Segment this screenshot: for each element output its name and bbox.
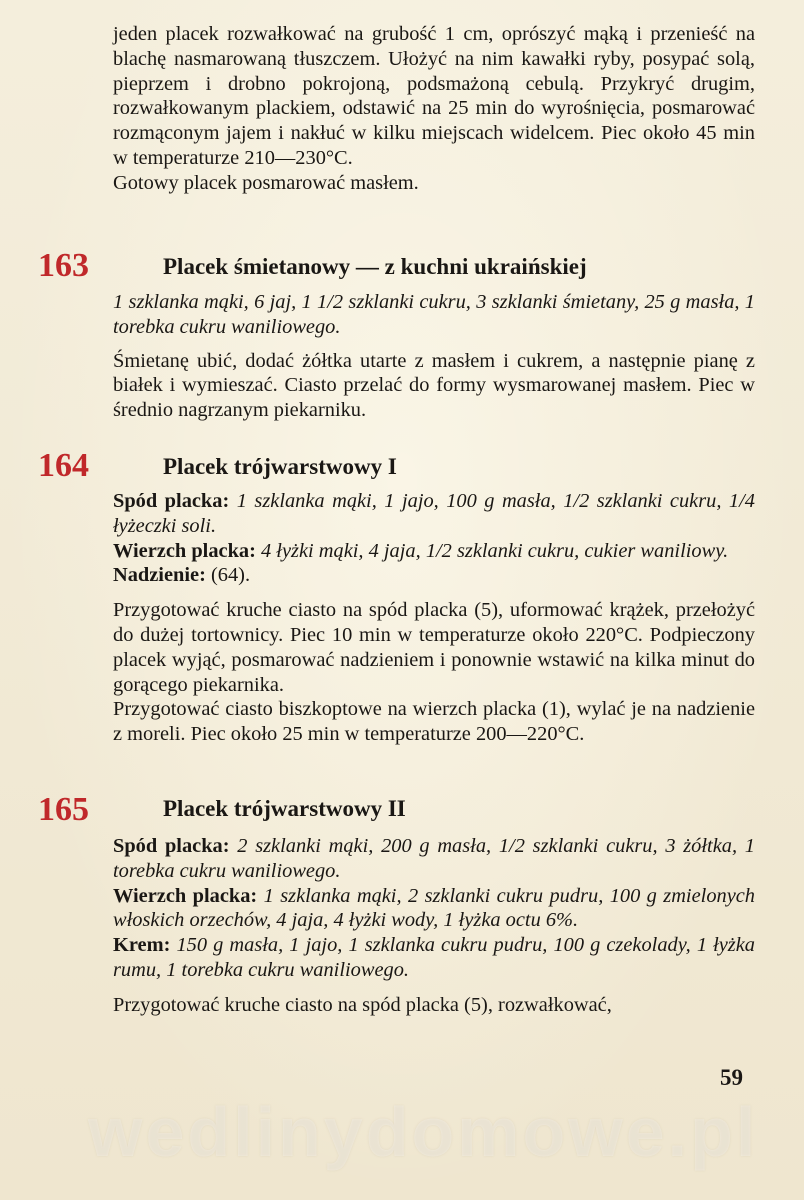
recipe-base xyxy=(113,834,755,884)
watermark: wedlinydomowe.pl xyxy=(88,1093,759,1171)
recipe-cream xyxy=(113,933,755,983)
recipe-number: 163 xyxy=(38,247,89,284)
base-ingredients: 2 szklanki mąki, 200 g masła, 1/2 szklanki cukru, 3 żółtka, 1 torebka cukru waniliowego. xyxy=(113,835,755,882)
recipe-number: 165 xyxy=(38,791,89,828)
intro-paragraph: jeden placek rozwałkować na grubość 1 cm, oprószyć mąką i przenieść na blachę nasmarowaną tłuszczem. Ułożyć na nim kawałki ryby, posypać solą, pieprzem i drobno pokrojoną, podsmażoną cebulą. Przykryć drugim, rozwałkowanym plackiem, odstawić na 25 min do wyrośnięcia, posmarować rozmąconym jajem i nakłuć w kilku miejscach widelcem. Piec około 45 min w temperaturze 210—230°C. xyxy=(113,23,755,169)
recipe-base xyxy=(113,489,755,539)
recipe-method: Przygotować kruche ciasto na spód placka (5), uformować krążek, przełożyć do dużej tortownicy. Piec 10 min w temperaturze około 220°C. Podpieczony placek wyjąć, posmarować nadzieniem i ponownie wstawić na kilka minut do gorącego piekarnika. xyxy=(113,599,755,696)
intro-section xyxy=(113,22,755,196)
recipe-165 xyxy=(113,834,755,1018)
recipe-163 xyxy=(113,290,755,423)
recipe-title: Placek trójwarstwowy II xyxy=(163,796,406,821)
cream-ingredients: 150 g masła, 1 jajo, 1 szklanka cukru pudru, 100 g czekolady, 1 łyżka rumu, 1 torebka cukru waniliowego. xyxy=(113,934,755,981)
recipe-number: 164 xyxy=(38,447,89,484)
base-ingredients: 1 szklanka mąki, 1 jajo, 100 g masła, 1/2 szklanki cukru, 1/4 łyżeczki soli. xyxy=(113,490,755,537)
top-ingredients: 1 szklanka mąki, 2 szklanki cukru pudru, 100 g zmielonych włoskich orzechów, 4 jaja, 4 łyżki wody, 1 łyżka octu 6%. xyxy=(113,884,756,932)
filling-ref: (64). xyxy=(210,564,251,587)
top-label: Wierzch placka: xyxy=(113,884,258,907)
recipe-method: Śmietanę ubić, dodać żółtka utarte z masłem i cukrem, a następnie pianę z białek i wymieszać. Ciasto przelać do formy wysmarowanej masłem. Piec w średnio nagrzanym piekarniku. xyxy=(113,349,755,422)
recipe-ingredients: 1 szklanka mąki, 6 jaj, 1 1/2 szklanki cukru, 3 szklanki śmietany, 25 g masła, 1 torebka cukru waniliowego. xyxy=(113,291,755,338)
filling-label: Nadzienie: xyxy=(113,564,206,587)
intro-closing: Gotowy placek posmarować masłem. xyxy=(113,171,419,194)
base-label: Spód placka: xyxy=(113,490,230,512)
recipe-top xyxy=(113,884,755,934)
top-label: Wierzch placka: xyxy=(113,539,256,562)
recipe-top xyxy=(113,539,755,564)
page-number: 59 xyxy=(720,1065,743,1090)
recipe-title: Placek trójwarstwowy I xyxy=(163,454,397,479)
recipe-164 xyxy=(113,489,755,747)
recipe-title: Placek śmietanowy — z kuchni ukraińskiej xyxy=(163,254,587,279)
cream-label: Krem: xyxy=(113,934,171,957)
recipe-method: Przygotować ciasto biszkoptowe na wierzch placka (1), wylać je na nadzienie z moreli. Piec około 25 min w temperaturze 200—220°C. xyxy=(113,698,755,746)
top-ingredients: 4 łyżki mąki, 4 jaja, 1/2 szklanki cukru, cukier waniliowy. xyxy=(261,539,729,562)
recipe-filling xyxy=(113,563,755,588)
base-label: Spód placka: xyxy=(113,835,230,857)
recipe-method: Przygotować kruche ciasto na spód placka (5), rozwałkować, xyxy=(113,993,612,1016)
